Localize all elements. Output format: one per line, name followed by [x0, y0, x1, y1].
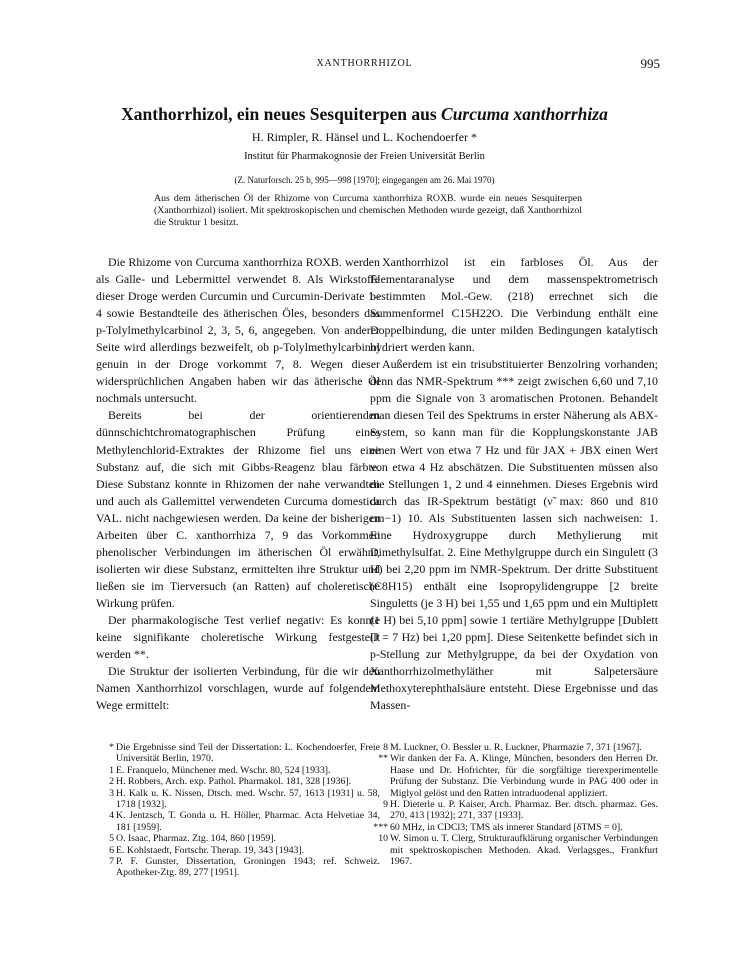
footnote-text: O. Isaac, Pharmaz. Ztg. 104, 860 [1959].	[116, 833, 276, 845]
footnote-text: H. Robbers, Arch. exp. Pathol. Pharmakol. 181, 328 [1936].	[116, 776, 352, 788]
paragraph: Bereits bei der orientierenden dünnschichtchromatographischen Prüfung eines Methylenchlorid-Extraktes der Rhizome fiel uns eine Substanz auf, die sich mit Gibbs-Reagenz blau färbte. Diese Substanz konnte in Rhizomen der nahe verwandten und auch als Gallemittel verwendeten Curcuma domestica VAL. nicht nachgewiesen werden. Da keine der bisherigen Arbeiten über C. xanthorrhiza 7, 9 das Vorkommen phenolischer Verbindungen im ätherischen Öl erwähnt, isolierten wir diese Substanz, ermittelten ihre Struktur und ließen sie im Tierversuch (an Ratten) auf choleretische Wirkung prüfen.	[96, 408, 380, 610]
footnote	[370, 742, 658, 753]
running-header	[0, 58, 729, 74]
footnote	[96, 833, 380, 844]
page-number: 995	[640, 56, 660, 71]
footnote-mark: 10	[378, 833, 388, 845]
footnote-mark: 2	[109, 776, 114, 788]
paragraph: Xanthorrhizol ist ein farbloses Öl. Aus der Elementaranalyse und dem massenspektrometrisch bestimmten Mol.-Gew. (218) errechnet sich die Summenformel C15H22O. Die Verbindung enthält eine Doppelbindung, die unter milden Bedingungen katalytisch hydriert werden kann.	[370, 255, 658, 355]
footnote	[370, 833, 658, 867]
footnote-text: E. Kohlstaedt, Fortschr. Therap. 19, 343 [1943].	[116, 844, 305, 856]
footnote	[370, 822, 658, 833]
footnote	[96, 856, 380, 879]
left-column	[96, 254, 380, 714]
footnote-mark: 1	[109, 764, 114, 776]
abstract: Aus dem ätherischen Öl der Rhizome von Curcuma xanthorrhiza ROXB. wurde ein neues Sesquiterpen (Xanthorrhizol) isoliert. Mit spektroskopischen und chemischen Methoden wurde gezeigt, daß Xanthorrhizol die Struktur 1 besitzt.	[154, 193, 582, 229]
footnote-mark: ***	[373, 821, 388, 833]
footnote-text: H. Dieterle u. P. Kaiser, Arch. Pharmaz. Ber. dtsch. pharmaz. Ges. 270, 413 [1932]; 271, 337 [1933].	[390, 799, 658, 822]
footnote	[96, 765, 380, 776]
title-species: Curcuma xanthorrhiza	[441, 104, 608, 124]
paragraph: Der pharmakologische Test verlief negativ: Es konnte keine signifikante choleretische Wirkung festgestellt werden **.	[96, 612, 380, 662]
footnote-text: M. Luckner, O. Bessler u. R. Luckner, Pharmazie 7, 371 [1967].	[390, 742, 642, 753]
footnote	[96, 742, 380, 765]
footnote-text: P. F. Gunster, Dissertation, Groningen 1943; ref. Schweiz. Apotheker-Ztg. 89, 277 [1951].	[116, 856, 380, 879]
running-title: XANTHORRHIZOL	[316, 58, 413, 69]
footnote-mark: 9	[383, 799, 388, 811]
article-title	[0, 104, 729, 125]
footnote	[96, 776, 380, 787]
footnote-mark: 8	[383, 742, 388, 753]
footnote	[96, 788, 380, 811]
paragraph: Die Rhizome von Curcuma xanthorrhiza ROXB. werden als Galle- und Lebermittel verwendet 8. Als Wirkstoffe dieser Droge werden Curcumin und Curcumin-Derivate 1–4 sowie Bestandteile des ätherischen Öles, besonders das p-Tolylmethylcarbinol 2, 3, 5, 6, angegeben. Von anderer Seite wird allerdings bezweifelt, ob p-Tolylmethylcarbinol genuin in der Droge vorkommt 7, 8. Wegen dieser widersprüchlichen Angaben haben wir das ätherische Öl nochmals untersucht.	[96, 255, 380, 406]
authors: H. Rimpler, R. Hänsel und L. Kochendoerfer *	[251, 130, 478, 144]
footnote-text: K. Jentzsch, T. Gonda u. H. Höller, Pharmac. Acta Helvetiae 34, 181 [1959].	[116, 810, 380, 833]
footnote-text: Die Ergebnisse sind Teil der Dissertation: L. Kochendoerfer, Freie Universität Berlin, 1970.	[116, 742, 380, 765]
footnote-text: E. Franquelo, Münchener med. Wschr. 80, 524 [1933].	[116, 764, 331, 776]
footnote	[96, 845, 380, 856]
footnote-text: Wir danken der Fa. A. Klinge, München, besonders den Herren Dr. Haase und Dr. Hofrichter, für die sorgfältige tierexperimentelle Prüfung der Substanz. Die Verbindung wurde in PAG 400 oder in Miglyol gelöst und den Ratten intraduodenal appliziert.	[390, 753, 658, 799]
footnote-mark: 6	[109, 844, 114, 856]
footnote-mark: 4	[109, 810, 114, 822]
footnote	[370, 799, 658, 822]
right-column	[370, 254, 658, 714]
paragraph: Außerdem ist ein trisubstituierter Benzolring vorhanden; denn das NMR-Spektrum *** zeigt zwischen 6,60 und 7,10 ppm die Signale von 3 aromatischen Protonen. Behandelt man diesen Teil des Spektrums in erster Näherung als ABX-System, so kann man für die Kopplungskonstante JAB einen Wert von etwa 7 Hz und für JAX + JBX einen Wert von etwa 4 Hz abschätzen. Die Substituenten müssen also die Stellungen 1, 2 und 4 einnehmen. Dieses Ergebnis wird durch das IR-Spektrum bestätigt (ν̃ max: 860 und 810 cm−1) 10. Als Substituenten lassen sich nachweisen: 1. Eine Hydroxygruppe durch Methylierung mit Dimethylsulfat. 2. Eine Methylgruppe durch ein Singulett (3 H) bei 2,20 ppm im NMR-Spektrum. Der dritte Substituent (C8H15) enthält eine Isopropylidengruppe [2 breite Singuletts (je 3 H) bei 1,55 und 1,65 ppm und ein Multiplett (1 H) bei 5,10 ppm] sowie 1 tertiäre Methylgruppe [Dublett (J = 7 Hz) bei 1,20 ppm]. Diese Seitenkette befindet sich in p-Stellung zur Methylgruppe, da bei der Oxydation von Xanthorrhizolmethyläther mit Salpetersäure Methoxyterephthalsäure entsteht. Diese Ergebnisse und das Massen-	[370, 357, 658, 713]
footnote-text: H. Kalk u. K. Nissen, Dtsch. med. Wschr. 57, 1613 [1931] u. 58, 1718 [1932].	[116, 787, 380, 811]
footnote	[370, 753, 658, 799]
footnote-mark: 3	[109, 787, 114, 799]
institute: Institut für Pharmakognosie der Freien Universität Berlin	[244, 151, 485, 162]
citation: (Z. Naturforsch. 25 b, 995—998 [1970]; eingegangen am 26. Mai 1970)	[234, 175, 495, 185]
footnotes-right	[370, 742, 658, 867]
title-main: Xanthorrhizol, ein neues Sesquiterpen aus	[121, 104, 442, 124]
footnote	[96, 810, 380, 833]
footnote-mark: **	[378, 753, 388, 765]
footnote-mark: 5	[109, 833, 114, 845]
footnotes-left	[96, 742, 380, 879]
footnote-mark: 7	[109, 856, 114, 868]
paragraph: Die Struktur der isolierten Verbindung, für die wir den Namen Xanthorrhizol vorschlagen, wurde auf folgendem Wege ermittelt:	[96, 664, 380, 713]
footnote-mark: *	[109, 742, 114, 753]
footnote-text: 60 MHz, in CDCl3; TMS als innerer Standard [δTMS = 0].	[390, 821, 623, 833]
footnote-text: W. Simon u. T. Clerg, Strukturaufklärung organischer Verbindungen mit spektroskopischen Methoden. Akad. Verlagsges., Frankfurt 1967.	[390, 833, 658, 868]
